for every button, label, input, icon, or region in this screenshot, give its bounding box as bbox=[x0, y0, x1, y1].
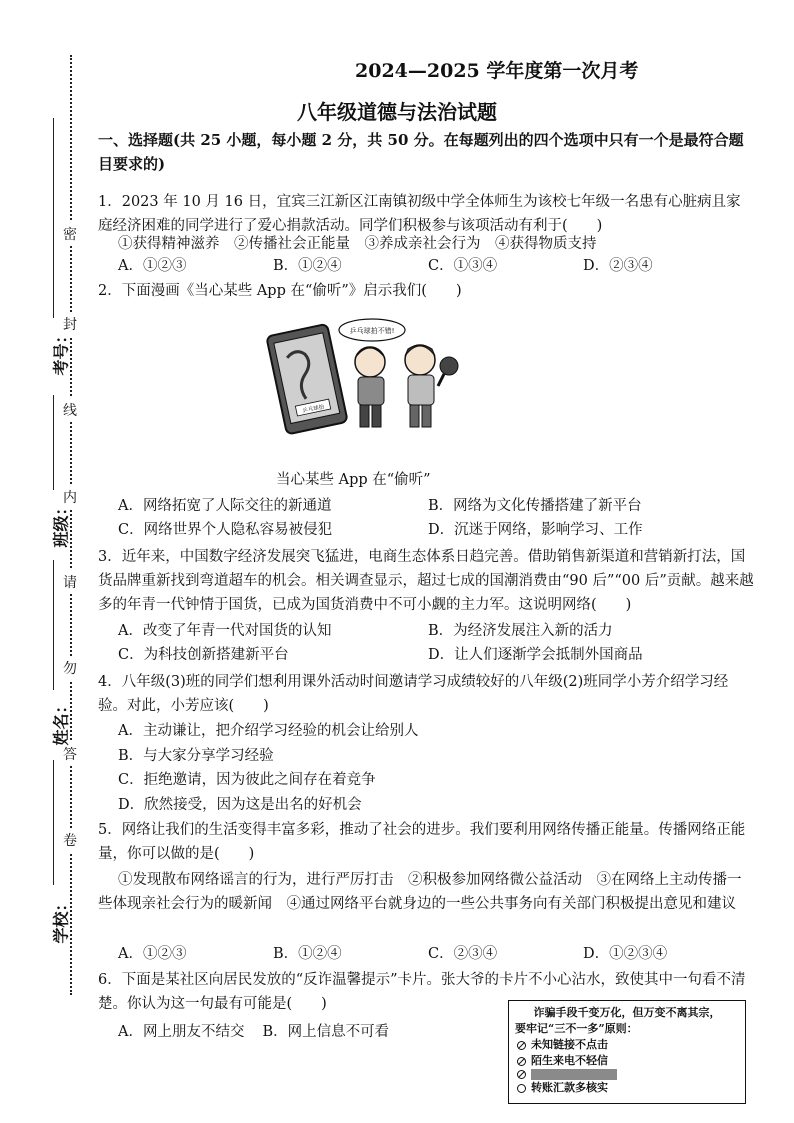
question-3-option-c[interactable]: C．为科技创新搭建新平台 bbox=[118, 647, 289, 663]
speech-bubble-text: 乒乓球拍不错! bbox=[349, 327, 395, 335]
question-6-option-b[interactable]: B．网上信息不可看 bbox=[262, 1024, 390, 1040]
question-2-options-row-2 bbox=[118, 518, 738, 542]
question-5-option-b[interactable]: B．①②④ bbox=[273, 946, 342, 962]
school-field[interactable] bbox=[53, 760, 54, 885]
question-5-options bbox=[118, 942, 738, 966]
question-4-option-c[interactable]: C．拒绝邀请，因为彼此之间存在着竞争 bbox=[118, 772, 376, 788]
exam-number-field[interactable] bbox=[53, 118, 54, 318]
notice-item-text: 未知链接不点击 bbox=[531, 1038, 608, 1051]
question-1-option-c[interactable]: C．①③④ bbox=[428, 258, 498, 274]
seal-char-juan: 卷 bbox=[62, 828, 78, 852]
seal-char-qing: 请 bbox=[62, 570, 78, 594]
question-4-option-a[interactable]: A．主动谦让，把介绍学习经验的机会让给别人 bbox=[118, 723, 419, 739]
question-6-stem: 6．下面是某社区向居民发放的“反诈温馨提示”卡片。张大爷的卡片不小心沾水，致使其中一句看不清楚。你认为这一句最有可能是( ) bbox=[98, 972, 746, 1012]
question-1-option-d[interactable]: D．②③④ bbox=[583, 258, 653, 274]
question-1-statements: ①获得精神滋养 ②传播社会正能量 ③养成亲社会行为 ④获得物质支持 bbox=[118, 236, 597, 252]
notice-item-text: 陌生来电不轻信 bbox=[531, 1054, 608, 1067]
notice-item-4 bbox=[515, 1080, 739, 1096]
question-4-stem: 4．八年级(3)班的同学们想利用课外活动时间邀请学习成绩较好的八年级(2)班同学小芳介绍学习经验。对此，小芳应该( ) bbox=[98, 674, 729, 714]
question-2-option-a[interactable]: A．网络拓宽了人际交往的新通道 bbox=[118, 498, 332, 514]
name-label: 姓名： bbox=[51, 697, 71, 746]
smudged-text-block bbox=[531, 1069, 617, 1080]
question-4-option-b[interactable]: B．与大家分享学习经验 bbox=[118, 748, 274, 764]
question-6-options bbox=[118, 1020, 389, 1044]
prohibited-icon bbox=[517, 1057, 526, 1066]
question-3-option-d[interactable]: D．让人们逐渐学会抵制外国商品 bbox=[428, 647, 643, 663]
class-field[interactable] bbox=[53, 395, 54, 490]
school-label: 学校： bbox=[51, 895, 71, 944]
notice-item-1 bbox=[515, 1037, 739, 1053]
question-5-option-a[interactable]: A．①②③ bbox=[118, 946, 187, 962]
question-3-stem: 3．近年来，中国数字经济发展突飞猛进，电商生态体系日趋完善。借助销售新渠道和营销新打法，国货品牌重新找到弯道超车的机会。相关调查显示，超过七成的国潮消费由“90 后”“00 后”贡献。越来越多的年青一代钟情于国货，已成为国货消费中不可小觑的主力军。这说明网络( ) bbox=[98, 549, 754, 613]
seal-char-xian: 线 bbox=[62, 398, 78, 422]
name-field[interactable] bbox=[53, 560, 54, 690]
question-3-option-a[interactable]: A．改变了年青一代对国货的认知 bbox=[118, 623, 332, 639]
cartoon-caption: 当心某些 App 在“偷听” bbox=[276, 472, 431, 488]
class-label: 班级： bbox=[51, 499, 71, 548]
question-1-option-a[interactable]: A．①②③ bbox=[118, 258, 187, 274]
seal-char-wu: 勿 bbox=[62, 656, 78, 680]
notice-item-3 bbox=[515, 1069, 739, 1080]
notice-item-2 bbox=[515, 1053, 739, 1069]
question-3-options-row-1 bbox=[118, 619, 738, 643]
question-3-options-row-2 bbox=[118, 643, 738, 667]
question-6-option-a[interactable]: A．网上朋友不结交 bbox=[118, 1024, 245, 1040]
question-2-stem: 2．下面漫画《当心某些 App 在“偷听”》启示我们( ) bbox=[98, 283, 462, 299]
phone-screen-label: 乒乓球拍 bbox=[302, 404, 325, 415]
question-2-option-c[interactable]: C．网络世界个人隐私容易被侵犯 bbox=[118, 522, 333, 538]
question-5-option-d[interactable]: D．①②③④ bbox=[583, 946, 668, 962]
question-1-stem: 1．2023 年 10 月 16 日，宜宾三江新区江南镇初级中学全体师生为该校七年级一名患有心脏病且家庭经济困难的同学进行了爱心捐款活动。同学们积极参与该项活动有利于( ) bbox=[98, 194, 741, 234]
question-1-option-b[interactable]: B．①②④ bbox=[273, 258, 342, 274]
notice-line-2: 要牢记“三不一多”原则： bbox=[515, 1022, 638, 1035]
anti-fraud-notice-card bbox=[508, 1000, 746, 1104]
seal-char-feng: 封 bbox=[62, 312, 78, 336]
seal-char-da: 答 bbox=[62, 742, 78, 766]
question-3-option-b[interactable]: B．为经济发展注入新的活力 bbox=[428, 623, 613, 639]
notice-line-1: 诈骗手段千变万化，但万变不离其宗， bbox=[533, 1006, 721, 1019]
question-1-options bbox=[118, 254, 738, 278]
question-5-option-c[interactable]: C．②③④ bbox=[428, 946, 498, 962]
cartoon-illustration bbox=[262, 310, 472, 440]
circle-icon bbox=[517, 1084, 526, 1093]
prohibited-icon bbox=[517, 1041, 526, 1050]
question-2-options-row-1 bbox=[118, 494, 738, 518]
prohibited-icon bbox=[517, 1070, 526, 1079]
exam-title: 2024—2025 学年度第一次月考 bbox=[355, 60, 639, 82]
exam-number-label: 考号： bbox=[51, 327, 71, 376]
question-2-option-d[interactable]: D．沉迷于网络，影响学习、工作 bbox=[428, 522, 643, 538]
question-5-statements: ①发现散布网络谣言的行为，进行严厉打击 ②积极参加网络微公益活动 ③在网络上主动传播一些体现亲社会行为的暖新闻 ④通过网络平台就身边的一些公共事务向有关部门积极提出意见和建议 bbox=[98, 872, 742, 912]
question-2-option-b[interactable]: B．网络为文化传播搭建了新平台 bbox=[428, 498, 642, 514]
section-heading: 一、选择题(共 25 小题，每小题 2 分，共 50 分。在每题列出的四个选项中只有一个是最符合题目要求的) bbox=[98, 131, 744, 173]
exam-subtitle: 八年级道德与法治试题 bbox=[297, 100, 497, 124]
question-4-option-d[interactable]: D．欣然接受，因为这是出名的好机会 bbox=[118, 797, 362, 813]
seal-char-mi: 密 bbox=[62, 222, 78, 246]
notice-item-text: 转账汇款多核实 bbox=[531, 1081, 608, 1094]
question-5-stem: 5．网络让我们的生活变得丰富多彩，推动了社会的进步。我们要利用网络传播正能量。传播网络正能量，你可以做的是( ) bbox=[98, 822, 746, 862]
seal-char-nei: 内 bbox=[62, 485, 78, 509]
